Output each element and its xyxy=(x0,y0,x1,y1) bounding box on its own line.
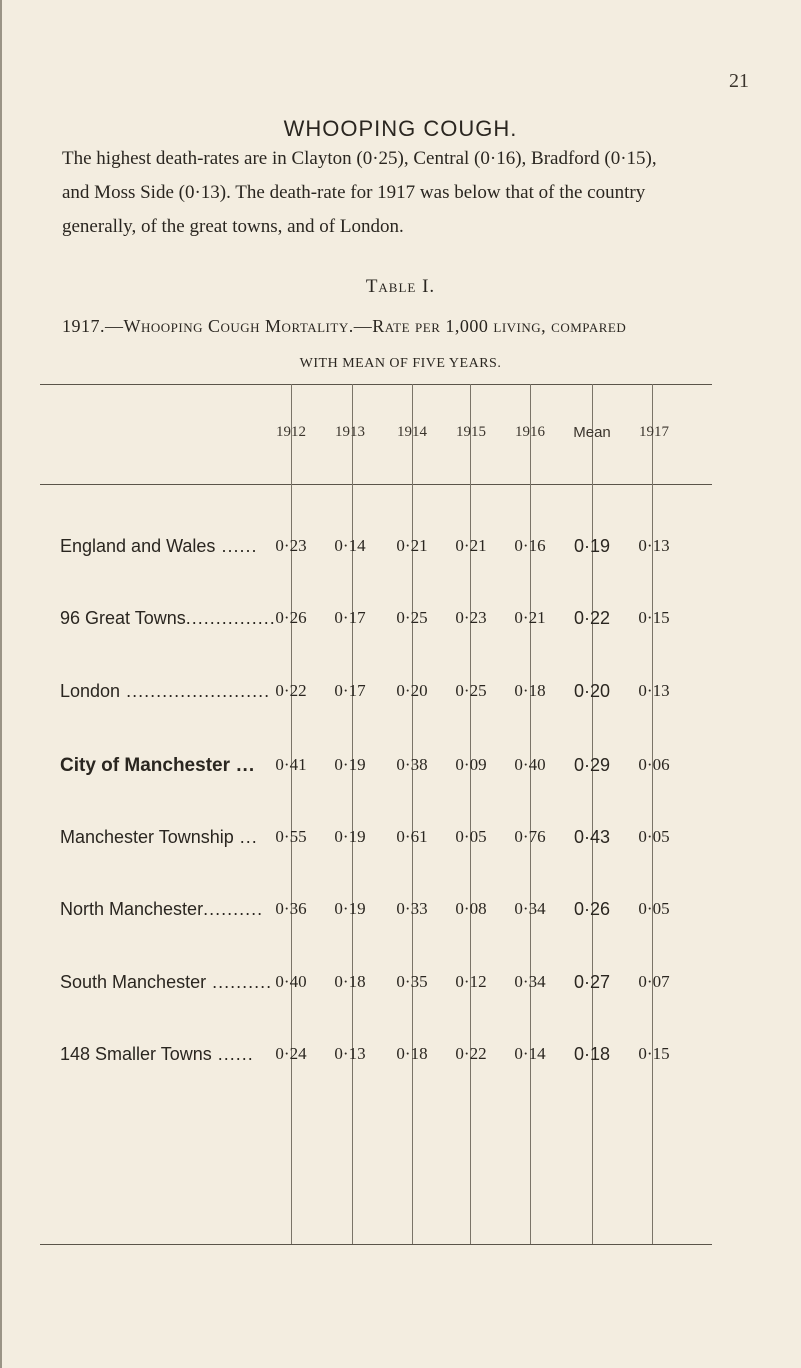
intro-line: and Moss Side (0·13). The death-rate for 1917 was below that of the country xyxy=(62,182,646,203)
table-cell: 0·41 xyxy=(275,755,307,774)
table-cell: 0·23 xyxy=(455,608,487,627)
table-cell: 0·12 xyxy=(455,972,487,991)
table-cell: 0·19 xyxy=(334,827,366,846)
column-header: 1914 xyxy=(397,424,427,440)
table-cell: 0·21 xyxy=(514,608,546,627)
table-cell: 0·08 xyxy=(455,899,487,918)
intro-paragraph xyxy=(62,142,762,244)
row-label-text: Manchester Township xyxy=(60,827,234,847)
table-cell: 0·14 xyxy=(514,1044,546,1063)
table-cell: 0·05 xyxy=(455,827,487,846)
table-cell: 0·17 xyxy=(334,681,366,700)
mean-cell: 0·18 xyxy=(573,1044,611,1064)
leader-dots: ... xyxy=(229,755,256,776)
table-cell: 0·22 xyxy=(455,1044,487,1063)
table-cell: 0·14 xyxy=(334,536,366,555)
table-caption-continued: WITH MEAN OF FIVE YEARS. xyxy=(299,356,502,371)
table-cell: 0·09 xyxy=(455,755,487,774)
mean-cell: 0·43 xyxy=(573,827,611,847)
leader-dots: ............... xyxy=(185,608,276,628)
leader-dots: ...... xyxy=(211,1044,254,1064)
table-cell: 0·18 xyxy=(334,972,366,991)
column-header: Mean xyxy=(573,424,611,441)
leader-dots: ........................ xyxy=(120,681,271,701)
table-cell: 0·35 xyxy=(396,972,428,991)
table-cell: 0·20 xyxy=(396,681,428,700)
table-cell: 0·21 xyxy=(455,536,487,555)
leader-dots: .......... xyxy=(203,899,264,919)
leader-dots: ... xyxy=(233,827,258,847)
table-bottom-rule xyxy=(40,1244,712,1245)
table-cell: 0·21 xyxy=(396,536,428,555)
table-cell: 0·15 xyxy=(638,608,670,627)
column-divider xyxy=(291,384,292,1244)
table-cell: 0·25 xyxy=(455,681,487,700)
table-cell: 0·55 xyxy=(275,827,307,846)
column-divider xyxy=(470,384,471,1244)
table-cell: 0·13 xyxy=(638,536,670,555)
row-label-text: South Manchester xyxy=(60,972,207,992)
mean-cell: 0·19 xyxy=(573,536,611,556)
intro-line: The highest death-rates are in Clayton (0·25), Central (0·16), Bradford (0·15), xyxy=(62,148,657,169)
row-label-text: 148 Smaller Towns xyxy=(60,1044,212,1064)
table-cell: 0·17 xyxy=(334,608,366,627)
column-header: 1912 xyxy=(276,424,306,440)
table-label: Table I. xyxy=(365,276,436,297)
column-header: 1915 xyxy=(456,424,486,440)
table-cell: 0·13 xyxy=(638,681,670,700)
mean-cell: 0·20 xyxy=(573,681,611,701)
table-cell: 0·19 xyxy=(334,899,366,918)
table-cell: 0·15 xyxy=(638,1044,670,1063)
table-cell: 0·19 xyxy=(334,755,366,774)
table-cell: 0·40 xyxy=(275,972,307,991)
leader-dots: .......... xyxy=(206,972,273,992)
table-cell: 0·38 xyxy=(396,755,428,774)
table-cell: 0·18 xyxy=(514,681,546,700)
table-cell: 0·07 xyxy=(638,972,670,991)
table-cell: 0·25 xyxy=(396,608,428,627)
column-divider xyxy=(592,384,593,1244)
table-header-rule xyxy=(40,484,712,485)
table-cell: 0·34 xyxy=(514,972,546,991)
table-cell: 0·05 xyxy=(638,827,670,846)
table-cell: 0·13 xyxy=(334,1044,366,1063)
table-cell: 0·18 xyxy=(396,1044,428,1063)
column-header: 1916 xyxy=(515,424,545,440)
table-caption: 1917.—Whooping Cough Mortality.—Rate per 1,000 living, compared xyxy=(62,316,627,336)
column-divider xyxy=(352,384,353,1244)
intro-line: generally, of the great towns, and of London. xyxy=(62,216,404,237)
table-top-rule xyxy=(40,384,712,385)
table-cell: 0·33 xyxy=(396,899,428,918)
leader-dots: ...... xyxy=(215,536,258,556)
table-cell: 0·23 xyxy=(275,536,307,555)
row-label-text: North Manchester xyxy=(60,899,204,919)
section-heading: WHOOPING COUGH. xyxy=(283,116,518,141)
mean-cell: 0·29 xyxy=(573,755,611,775)
table-cell: 0·24 xyxy=(275,1044,307,1063)
page-number: 21 xyxy=(729,70,749,92)
table-cell: 0·26 xyxy=(275,608,307,627)
mean-cell: 0·22 xyxy=(573,608,611,628)
row-label-text: England and Wales xyxy=(60,536,216,556)
table-cell: 0·36 xyxy=(275,899,307,918)
table-cell: 0·76 xyxy=(514,827,546,846)
table-cell: 0·34 xyxy=(514,899,546,918)
table-cell: 0·05 xyxy=(638,899,670,918)
table-cell: 0·61 xyxy=(396,827,428,846)
table-cell: 0·16 xyxy=(514,536,546,555)
column-divider xyxy=(530,384,531,1244)
column-divider xyxy=(652,384,653,1244)
table-cell: 0·22 xyxy=(275,681,307,700)
column-header: 1913 xyxy=(335,424,365,440)
column-divider xyxy=(412,384,413,1244)
mean-cell: 0·27 xyxy=(573,972,611,992)
row-label-text: City of Manchester xyxy=(60,755,230,776)
row-label-text: London xyxy=(60,681,121,701)
table-cell: 0·06 xyxy=(638,755,670,774)
mean-cell: 0·26 xyxy=(573,899,611,919)
table-cell: 0·40 xyxy=(514,755,546,774)
column-header: 1917 xyxy=(639,424,669,440)
page-edge xyxy=(0,0,2,1368)
row-label-text: 96 Great Towns xyxy=(60,608,186,628)
